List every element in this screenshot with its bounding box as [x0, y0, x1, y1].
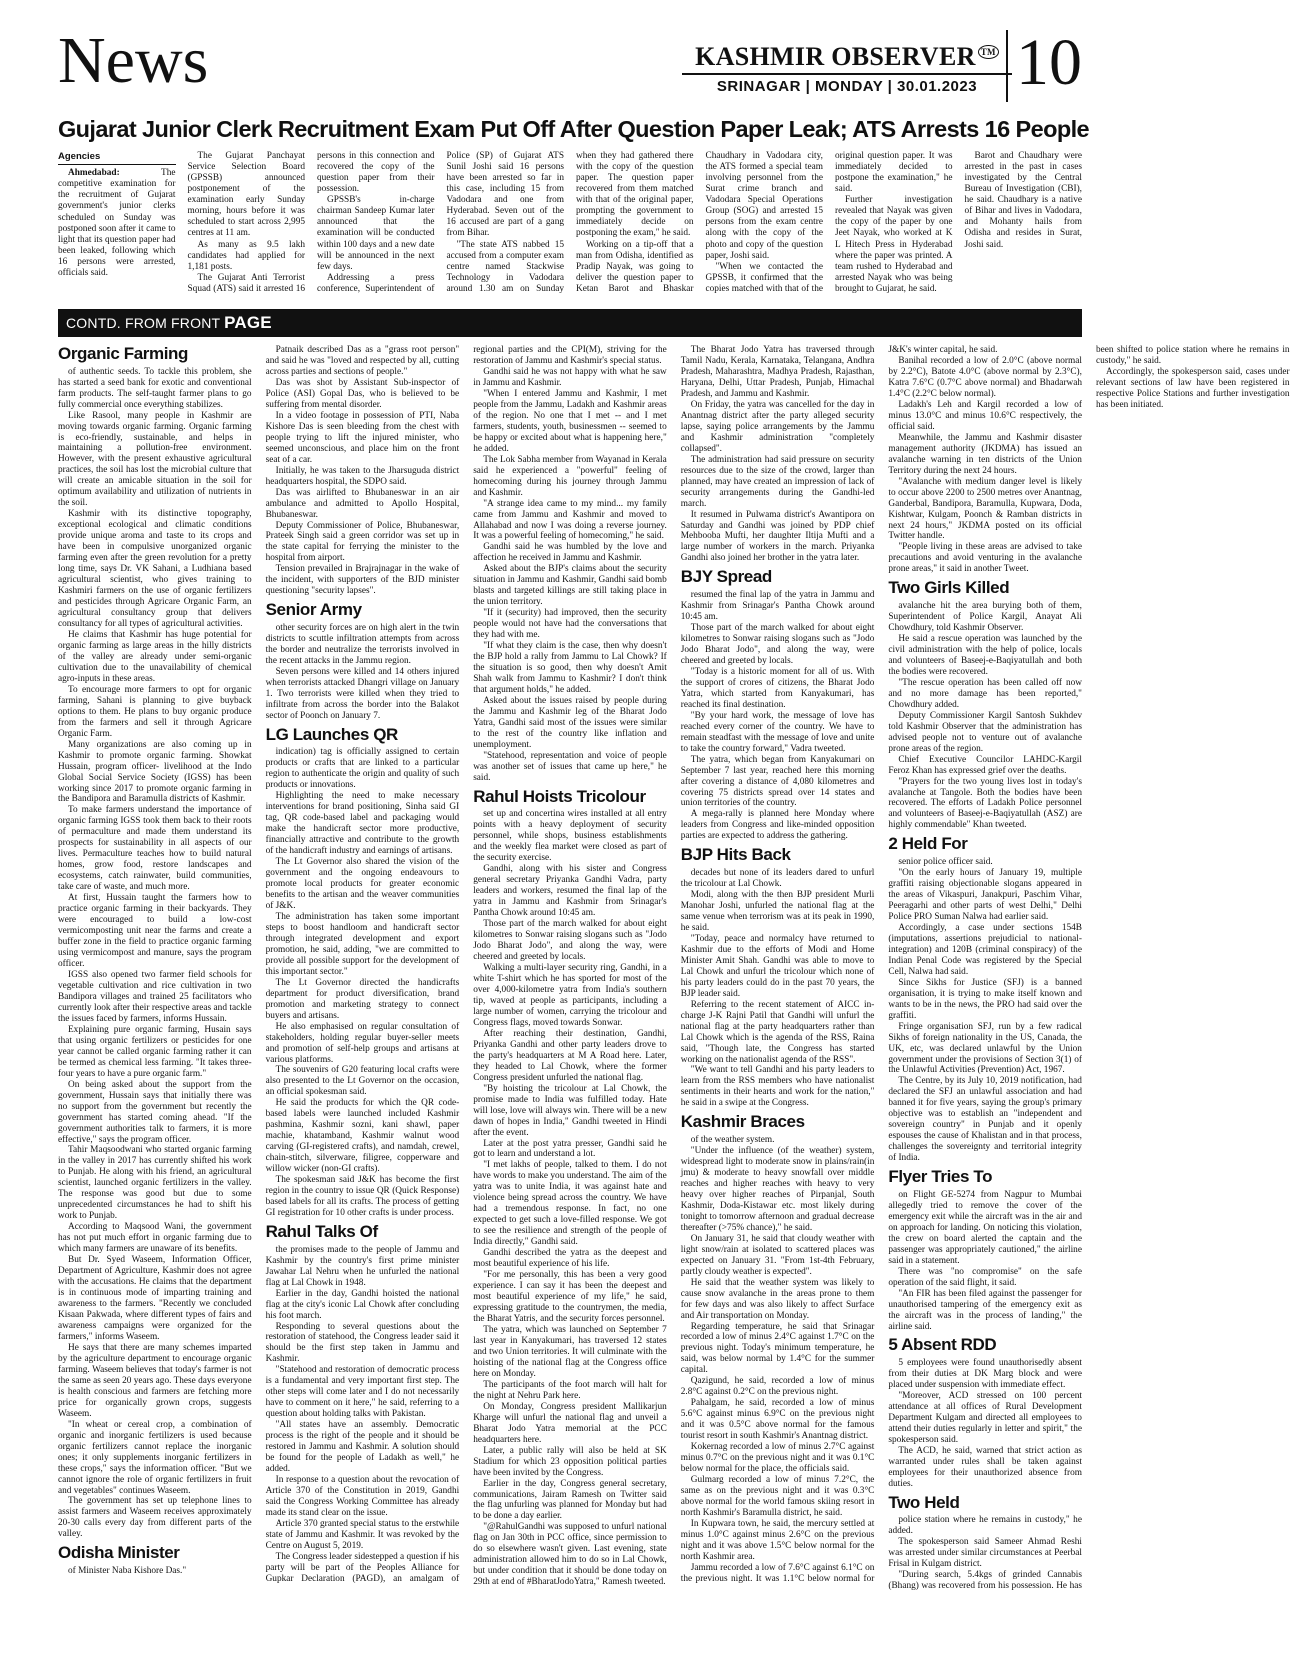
story-heading: Senior Army — [265, 600, 362, 620]
story-paragraph: Many organizations are also coming up in Kashmir to promote organic farming. Showkat Hussain, program officer- livelihood at the Indo Global Social Service Society (IGSS) has been working since 2017 to promote organic farming in the Bandipora and Baramulla districts of Kashmir. — [58, 739, 252, 805]
paper-dateline: SRINAGAR | MONDAY | 30.01.2023 — [716, 78, 978, 95]
story-paragraph: At first, Hussain taught the farmers how to practice organic farming in their backyards. They were encouraged to build a low-cost vermicomposting unit near the farms and create a buffer zone in the field to practice organic farming using vermicompost and manure, says the program officer. — [58, 893, 252, 969]
section-name: News — [58, 24, 209, 97]
story-paragraph: The spokesperson said Sameer Ahmad Reshi was arrested under similar circumstances at Peerbal Frisal in Kulgam district. — [888, 1537, 1082, 1570]
story-heading: Two Held — [888, 1492, 960, 1512]
story-paragraph: "Prayers for the two young lives lost in today's avalanche at Tangole. Both the bodies have been recovered. The efforts of Ladakh Police personnel and volunteers of Baseej-e-Baqiyatullah (ASZ) are highly commendable" Khan tweeted. — [888, 776, 1082, 831]
story-paragraph: Qazigund, he said, recorded a low of minus 2.8°C against 0.2°C on the previous night. — [680, 1376, 875, 1398]
masthead — [58, 24, 1082, 110]
story-heading: 2 Held For — [888, 834, 968, 854]
story-heading: Flyer Tries To — [888, 1167, 993, 1187]
story-paragraph: He says that there are many schemes imparted by the agriculture department to encourage organic farming. Waseem believes that today's farmer is not the same as seen 20 years ago. These days everyone is health conscious and farmers are fetching more price for organically grown crops, suggests Waseem. — [58, 1342, 252, 1419]
story-paragraph: Those part of the march walked for about eight kilometres to Sonwar raising slogans such as "Jodo Jodo Bharat Jodo", and along the way, were cheered and greeted by locals. — [473, 919, 667, 963]
story-heading: BJP Hits Back — [680, 845, 791, 865]
story-paragraph: police station where he remains in custody," he added. — [888, 1515, 1082, 1537]
story-paragraph: Article 370 granted special status to the erstwhile state of Jammu and Kashmir. It was revoked by the Centre on August 5, 2019. — [265, 1518, 460, 1551]
story-paragraph: There was "no compromise" on the safe operation of the said flight, it said. — [888, 1266, 1082, 1288]
story-paragraph: Explaining pure organic farming, Husain says that using organic fertilizers or pesticides for one year cannot be called organic farming rather it can be termed as chemical less farming. "It takes three-four years to have a pure organic farm." — [58, 1024, 252, 1079]
story-paragraph: Deputy Commissioner of Police, Bhubaneswar, Prateek Singh said a green corridor was set up in the state capital for ferrying the minister to the hospital from airport. — [265, 520, 460, 564]
story-paragraph: "For me personally, this has been a very good experience. I can say it has been the deepest and most beautiful experience of my life," he said, expressing gratitude to the countrymen, the media, the Bharat Yatris, and the security forces personnel. — [473, 1270, 667, 1324]
story-paragraph: He said a rescue operation was launched by the civil administration with the help of police, locals and volunteers of Baseej-e-Baqiyatullah and both the bodies were recovered. — [888, 633, 1082, 677]
story-paragraph: Patnaik described Das as a "grass root person" and said he was "loved and respected by all, cutting across parties and sections of people." — [265, 345, 460, 377]
story-paragraph: The souvenirs of G20 featuring local crafts were also presented to the Lt Governor on the occasion, an official spokesman said. — [265, 1065, 460, 1098]
story-paragraph: After reaching their destination, Gandhi, Priyanka Gandhi and other party leaders drove to the party's headquarters at M A Road here. Later, they headed to Lal Chowk, where the former Congress president unfurled the national flag. — [473, 1028, 667, 1083]
story-paragraph: Pahalgam, he said, recorded a low of minus 5.6°C against minus 6.9°C on the previous night and it was 0.5°C above normal for the famous tourist resort in south Kashmir's Anantnag district. — [680, 1398, 875, 1442]
story-paragraph: The participants of the foot march will halt for the night at Nehru Park here. — [473, 1379, 667, 1401]
lead-paragraph: "When we contacted the GPSSB, it confirmed that the copies matched with that of the original question paper. It was immediately decided to postpone the examination," he said. — [705, 151, 953, 294]
story-paragraph: "Moreover, ACD stressed on 100 percent attendance at all offices of Rural Development Department Kulgam and directed all employees to attend their duties regularly in letter and spirit," the spokesperson said. — [888, 1391, 1082, 1445]
contd-prefix: CONTD. FROM FRONT — [66, 315, 221, 331]
continued-stories — [58, 344, 1290, 1595]
story-paragraph: of Minister Naba Kishore Das." — [68, 1566, 187, 1577]
lead-paragraph: Working on a tip-off that a man from Odisha, identified as Pradip Nayak, was going to deliver the question paper to Ketan Barot and Bhaskar Chaudhary in Vadodara city, the ATS formed a special team involving personnel from the Surat crime branch and Vadodara Special Operations Group (SOG) and arrested 15 persons from the exam centre along with the copy of the photo and copy of the question paper, Joshi said. — [576, 151, 823, 294]
story-paragraph: Seven persons were killed and 14 others injured when terrorists attacked Dhangri village on January 1. Two terrorists were killed when they tried to infiltrate from across the border into the Balakot sector of Poonch on January 7. — [265, 666, 460, 721]
story-paragraph: Gulmarg recorded a low of minus 7.2°C, the same as on the previous night and it was 0.3°C above normal for the world famous skiing resort in north Kashmir's Baramulla district, he said. — [680, 1475, 875, 1518]
story-paragraph: resumed the final lap of the yatra in Jammu and Kashmir from Srinagar's Pantha Chowk around 10:45 am. — [680, 590, 875, 622]
story-paragraph: "A strange idea came to my mind... my family came from Jammu and Kashmir and moved to Allahabad and now I was doing a reverse journey. It was a powerful feeling of homecoming," he said. — [473, 498, 667, 542]
story-paragraph: Kokernag recorded a low of minus 2.7°C against minus 0.7°C on the previous night and it was 0.1°C below normal for the place, the officials said. — [680, 1442, 875, 1475]
story-paragraph: Responding to several questions about the restoration of statehood, the Congress leader said it should be the first step taken in Jammu and Kashmir. — [265, 1321, 460, 1365]
story-heading: Organic Farming — [58, 344, 189, 363]
story-paragraph: Walking a multi-layer security ring, Gandhi, in a white T-shirt which he has sported for most of the over 4,000-kilometre yatra from India's southern tip, waved at people as participants, including a large number of women, carrying the tricolour and Congress flags, moved towards Sonwar. — [473, 963, 667, 1028]
story-paragraph: Das was shot by Assistant Sub-inspector of Police (ASI) Gopal Das, who is believed to be suffering from mental disorder. — [265, 377, 460, 410]
story-heading: Two Girls Killed — [888, 578, 1010, 598]
story-paragraph: of authentic seeds. To tackle this problem, she has started a seed bank for exotic and conventional farm products. The self-taught farmer plans to go fully commercial once everything stabilizes. — [58, 366, 252, 410]
continued-from-front-bar — [58, 309, 1082, 337]
story-paragraph: Meanwhile, the Jammu and Kashmir disaster management authority (JKDMA) has issued an avalanche warning in ten districts of the Union Territory during the next 24 hours. — [888, 432, 1082, 476]
story-paragraph: The yatra, which began from Kanyakumari on September 7 last year, reached here this morning after covering a distance of 4,080 kilometres and covering 75 districts spread over 14 states and union territories of the country. — [680, 754, 875, 809]
story-paragraph: Ladakh's Leh and Kargil recorded a low of minus 13.0°C and minus 10.6°C respectively, the official said. — [888, 399, 1082, 432]
story-paragraph: Those part of the march walked for about eight kilometres to Sonwar raising slogans such as "Jodo Jodo Bharat Jodo", and along the way, were cheered and greeted by locals. — [680, 622, 875, 666]
story-paragraph: Earlier in the day, Gandhi hoisted the national flag at the city's iconic Lal Chowk after concluding his foot march. — [265, 1288, 460, 1321]
story-paragraph: the promises made to the people of Jammu and Kashmir by the country's first prime minister Jawahar Lal Nehru when he unfurled the national flag at Lal Chowk in 1948. — [265, 1244, 460, 1288]
story-paragraph: Like Rasool, many people in Kashmir are moving towards organic farming. Organic farming is eco-friendly, sustainable, and helps in maintaining a pollution-free environment. However, with the present exhaustive agricultural practices, the soil has lost the microbial culture that will create an amicable situation in the soil for optimum availability and utilization of nutrients in the soil. — [58, 410, 252, 509]
story-paragraph: The Lt Governor also shared the vision of the government and the ongoing endeavours to promote local products for greater economic benefits to the artisan and the weaver communities of J&K. — [265, 857, 460, 911]
story-paragraph: The Lt Governor directed the handicrafts department for product diversification, brand promotion and marketing strategy to connect buyers and artisans. — [265, 977, 460, 1021]
story-paragraph: Asked about the issues raised by people during the Jammu and Kashmir leg of the Bharat Jodo Yatra, Gandhi said most of the issues were similar to the rest of the country like inflation and unemployment. — [473, 696, 667, 750]
story-paragraph: Later at the post yatra presser, Gandhi said he got to learn and understand a lot. — [473, 1138, 667, 1160]
story-paragraph: "By your hard work, the message of love has reached every corner of the country. We have to remain steadfast with the message of love and unite to take the country forward," Vadra tweeted. — [680, 710, 875, 754]
trademark-icon: TM — [978, 45, 999, 59]
lead-paragraph: Further investigation revealed that Nayak was given the copy of the paper by one Jeet Nayak, who worked at K L Hitech Press in Hyderabad where the paper was printed. A team rushed to Hyderabad and arrested Nayak who was being brought to Gujarat, he said. — [835, 195, 953, 294]
story-paragraph: "An FIR has been filed against the passenger for unauthorised tampering of the emergency exit as the aircraft was in the process of landing," the airline said. — [888, 1288, 1082, 1332]
lead-headline: Gujarat Junior Clerk Recruitment Exam Put Off After Question Paper Leak; ATS Arrests 16 People — [58, 116, 1089, 142]
story-paragraph: indication) tag is officially assigned to certain products or crafts that are linked to a particular region to authenticate the origin and quality of such products or innovations. — [265, 747, 460, 791]
story-paragraph: Gandhi said he was not happy with what he saw in Jammu and Kashmir. — [473, 366, 667, 388]
story-paragraph: "If what they claim is the case, then why doesn't the BJP hold a rally from Jammu to Lal Chowk? If the situation is so good, then why doesn't Amit Shah walk from Jammu to Kashmir? I don't think that argument holds," he added. — [473, 641, 667, 696]
story-paragraph: "I met lakhs of people, talked to them. I do not have words to make you understand. The aim of the yatra was to unite India, it was against hate and violence being spread across the country. We have had a tremendous response. In fact, no one expected to get such a love-filled response. We got to see the resilience and strength of the people of India directly," Gandhi said. — [473, 1160, 667, 1248]
story-paragraph: Tension prevailed in Brajrajnagar in the wake of the incident, with supporters of the BJD minister questioning "security lapses". — [265, 564, 460, 597]
story-paragraph: According to Maqsood Wani, the government has not put much effort in organic farming due to which many farmers are unaware of its benefits. — [58, 1222, 252, 1255]
story-paragraph: on Flight GE-5274 from Nagpur to Mumbai allegedly tried to remove the cover of the emergency exit while the aircraft was in the air and on approach for landing. On noticing this violation, the crew on board alerted the captain and the passenger was appropriately cautioned," the airline said in a statement. — [888, 1189, 1082, 1266]
story-paragraph: Kashmir with its distinctive topography, exceptional ecological and climatic conditions provide unique aroma and taste to its crops and have been in compulsive unorganized organic farming even after the green revolution for a pretty long time, says Dr. VK Sahani, a Ludhiana based agricultural scientist, who gives training to Kashmiri farmers on the use of organic fertilizers and pesticides through Agricare Organic Farm, an agricultural consultancy group that delivers consultancy for all types of agricultural activities. — [58, 509, 252, 629]
story-paragraph: Regarding temperature, he said that Srinagar recorded a low of minus 2.4°C against 1.7°C on the previous night. Today's minimum temperature, he said, was below normal by 1.4°C for the summer capital. — [680, 1321, 875, 1376]
story-heading: Odisha Minister — [58, 1543, 180, 1563]
lead-first-paragraph — [58, 168, 176, 279]
story-paragraph: "On the early hours of January 19, multiple graffiti raising objectionable slogans appeared in the areas of Vikaspuri, Janakpuri, Paschim Vihar, Peeragarhi and other parts of west Delhi," Delhi Police PRO Suman Nalwa had earlier said. — [888, 868, 1082, 922]
paper-nameplate — [682, 42, 1012, 95]
story-paragraph: Since Sikhs for Justice (SFJ) is a banned organisation, it is trying to make itself known and wants to be in the news, the PRO had said over the graffiti. — [888, 977, 1082, 1021]
story-paragraph: IGSS also opened two farmer field schools for vegetable cultivation and rice cultivation in two Bandipora villages and trained 25 facilitators who currently look after their respective areas and tackle the issues faced by farmers, informs Hussain. — [58, 969, 252, 1024]
story-paragraph: Asked about the BJP's claims about the security situation in Jammu and Kashmir, Gandhi said bomb blasts and targeted killings are still taking place in the union territory. — [473, 564, 667, 608]
story-paragraph: set up and concertina wires installed at all entry points with a heavy deployment of security personnel, while shops, business establishments and the weekly flea market were closed as part of the security exercise. — [473, 809, 667, 864]
story-paragraph: Jammu recorded a low of 7.6°C against 6.1°C on the previous night. It was 1.1°C below normal for J&K's winter capital, he said. — [680, 345, 998, 1584]
lead-paragraph: Barot and Chaudhary were arrested in the past in cases investigated by the Central Bureau of Investigation (CBI), he said. Chaudhary is a native of Bihar and lives in Vadodara, and Mohanty hails from Odisha and resides in Surat, Joshi said. — [964, 151, 1082, 250]
newspaper-page — [58, 24, 1290, 1636]
lead-first-text: The competitive examination for the recruitment of Gujarat government's junior clerks scheduled on Sunday was postponed soon after it came to light that its question paper had been leaked, following which 16 persons were arrested, officials said. — [58, 168, 176, 278]
story-paragraph: "During search, 5.4kgs of grinded Cannabis (Bhang) was recovered from his possession. He has been shifted to police station where he remains in custody," he said. — [888, 345, 1290, 1592]
story-paragraph: The Congress leader sidestepped a question if his party will be part of the Peoples Alliance for Gupkar Declaration (PAGD), an amalgam of regional parties and the CPI(M), striving for the restoration of Jammu and Kashmir's special status. — [265, 345, 667, 1584]
story-paragraph: "By hoisting the tricolour at Lal Chowk, the promise made to India was fulfilled today. Hate will lose, love will always win. There will be a new dawn of hopes in India," Gandhi tweeted in Hindi after the event. — [473, 1083, 667, 1138]
story-paragraph: "Today, peace and normalcy have returned to Kashmir due to the efforts of Modi and Home Minister Amit Shah. Gandhi was able to move to Lal Chowk and unfurl the tricolour which none of his party leaders could do in the past 70 years, the BJP leader said. — [680, 933, 875, 999]
story-paragraph: "When I entered Jammu and Kashmir, I met people from the Jammu, Ladakh and Kashmir areas of the region. No one that I met -- and I met farmers, students, youth, businessmen -- seemed to be happy or excited about what is happening here," he added. — [473, 388, 667, 454]
story-paragraph: The spokesman said J&K has become the first region in the country to issue QR (Quick Response) based labels for all its crafts. The process of getting GI registration for 10 other crafts is under process. — [265, 1175, 460, 1219]
story-paragraph: The yatra, which was launched on September 7 last year in Kanyakumari, has traversed 12 states and two Union territories. It will culminate with the hoisting of the national flag at the Congress office here on Monday. — [473, 1324, 667, 1379]
story-paragraph: The ACD, he said, warned that strict action as warranted under rules shall be taken against employees for their unauthorized absence from duties. — [888, 1445, 1082, 1489]
story-heading: LG Launches QR — [265, 724, 398, 744]
lead-paragraph: "The state ATS nabbed 15 accused from a computer exam centre named Stackwise Technology in Vadodara around 1.30 am on Sunday when they had gathered there with the copy of the question paper. The question paper recovered from them matched with that of the original paper, prompting the government to immediately decide on postponing the exam," he said. — [446, 151, 694, 294]
story-paragraph: To make farmers understand the importance of organic farming IGSS took them back to their roots of permaculture and made them understand its prospects for sustainability in all aspects of our lives. Permaculture teaches how to build natural homes, grow food, restore landscapes and ecosystems, catch rainwater, build communities, take care of waste, and much more. — [58, 805, 252, 893]
lead-paragraph: The Gujarat Panchayat Service Selection Board (GPSSB) announced postponement of the examination early Sunday morning, hours before it was scheduled to start across 2,995 centres at 11 am. — [187, 151, 305, 239]
story-paragraph: Chief Executive Councilor LAHDC-Kargil Feroz Khan has expressed grief over the deaths. — [888, 754, 1082, 776]
story-paragraph: "Statehood, representation and voice of people was another set of issues that came up here," he said. — [473, 750, 667, 783]
story-paragraph: "In wheat or cereal crop, a combination of organic and inorganic fertilizers is used because organic fertilizers cannot replace the inorganic ones; it only supplements inorganic fertilizers in these crops," says the information officer. "But we cannot ignore the role of organic fertilizers in fruit and vegetables" continues Waseem. — [58, 1419, 252, 1496]
story-paragraph: On January 31, he said that cloudy weather with light snow/rain at isolated to scattered places was expected on January 31. "From 1st-4th February, partly cloudy weather is expected". — [680, 1233, 875, 1277]
lead-paragraph: GPSSB's in-charge chairman Sandeep Kumar later announced that the examination will be conducted within 100 days and a new date will be announced in the next few days. — [317, 195, 435, 272]
story-paragraph: The administration had said pressure on security resources due to the size of the crowd, larger than planned, may have created an impression of lack of security arrangements during the Gandhi-led march. — [680, 454, 875, 509]
story-paragraph: avalanche hit the area burying both of them, Superintendent of Police Kargil, Anayat Ali Chowdhury, told Kashmir Observer. — [888, 601, 1082, 633]
story-heading: Rahul Talks Of — [265, 1222, 378, 1242]
lead-paragraph: As many as 9.5 lakh candidates had applied for 1,181 posts. — [187, 239, 305, 272]
story-paragraph: Accordingly, a case under sections 154B (imputations, assertions prejudicial to national-integration) and 120B (criminal conspiracy) of the Indian Penal Code was registered by the Special Cell, Nalwa had said. — [888, 922, 1082, 977]
story-paragraph: "All states have an assembly. Democratic process is the right of the people and it should be restored in Jammu and Kashmir. A solution should be found for the people of Ladakh as well," he added. — [265, 1420, 460, 1475]
story-paragraph: Das was airlifted to Bhubaneswar in an air ambulance and admitted to Apollo Hospital, Bhubaneswar. — [265, 487, 460, 520]
story-paragraph: To encourage more farmers to opt for organic farming, Sahani is planning to give buyback options to them. He plans to buy organic produce from the farmers and sell it through Agricare Organic Farm. — [58, 684, 252, 739]
lead-paragraph: Addressing a press conference, Superintendent of Police (SP) of Gujarat ATS Sunil Joshi said 16 persons have been arrested so far in this case, including 15 from Vadodara and one from Hyderabad. Seven out of the 16 accused are part of a gang from Bihar. — [317, 151, 564, 294]
story-heading: Rahul Hoists Tricolour — [473, 786, 646, 806]
story-paragraph: Deputy Commissioner Kargil Santosh Sukhdev told Kashmir Observer that the administration has advised people not to venture out of avalanche prone areas of the region. — [888, 710, 1082, 754]
story-paragraph: Later, a public rally will also be held at SK Stadium for which 23 opposition political parties have been invited by the Congress. — [473, 1445, 667, 1478]
story-paragraph: A mega-rally is planned here Monday where leaders from Congress and like-minded opposition parties are expected to address the gathering. — [680, 809, 875, 842]
page-number: 10 — [1006, 30, 1082, 102]
story-paragraph: It resumed in Pulwama district's Awantipora on Saturday and Gandhi was joined by PDP chief Mehbooba Mufti, her daughter Iltija Mufti and a large number of workers in the march. Priyanka Gandhi also joined her brother in the yatra later. — [680, 509, 875, 564]
story-paragraph: 5 employees were found unauthorisedly absent from their duties at DK Marg block and were placed under suspension with immediate effect. — [888, 1358, 1082, 1391]
story-paragraph: Earlier in the day, Congress general secretary, communications, Jairam Ramesh on Twitter said the flag unfurling was planned for Monday but had to be done a day earlier. — [473, 1478, 667, 1522]
story-paragraph: "The rescue operation has been called off now and no more damage has been reported," Chowdhury added. — [888, 677, 1082, 710]
paper-name-text: KASHMIR OBSERVER — [695, 42, 976, 71]
story-paragraph: Modi, along with the then BJP president Murli Manohar Joshi, unfurled the national flag at the same venue when terrorism was at its peak in 1990, he said. — [680, 889, 875, 933]
story-paragraph: Highlighting the need to make necessary interventions for brand positioning, Sinha said GI tag, QR code-based label and packaging would make the handicraft sector more productive, financially attractive and contribute to the growth of the handicraft industry and earnings of artisans. — [265, 791, 460, 857]
story-paragraph: But Dr. Syed Waseem, Information Officer, Department of Agriculture, Kashmir does not agree with the accusations. He claims that the department is in continuous mode of imparting training and awareness to the farmers. "Recently we concluded Kisaan Pakwada, where different types of fairs and awareness campaigns were organized for the farmers," informs Waseem. — [58, 1255, 252, 1342]
contd-suffix: PAGE — [224, 313, 272, 332]
story-heading: BJY Spread — [680, 567, 772, 587]
story-paragraph: He said that the weather system was likely to cause snow avalanche in the areas prone to them for few days and was also likely to affect Surface and Air transportation on Monday. — [680, 1277, 875, 1321]
story-paragraph: "We want to tell Gandhi and his party leaders to learn from the RSS members who have nationalist sentiments in their hearts and work for the nation," he said in a swipe at the Congress. — [680, 1065, 875, 1109]
story-paragraph: "Today is a historic moment for all of us. With the support of crores of citizens, the Bharat Jodo Yatra, which started from Kanyakumari, has reached its final destination. — [680, 666, 875, 710]
story-paragraph: other security forces are on high alert in the twin districts to scuttle infiltration attempts from across the border and neutralize the terrorists involved in the recent attacks in the Jammu region. — [265, 622, 460, 666]
story-paragraph: Referring to the recent statement of AICC in-charge J-K Rajni Patil that Gandhi will unfurl the national flag at the party headquarters rather than Lal Chowk which is the agenda of the RSS, Raina said, "Though late, the Congress has started working on the nationalist agenda of the RSS". — [680, 999, 875, 1065]
story-paragraph: In a video footage in possession of PTI, Naba Kishore Das is seen bleeding from the chest with people trying to lift the injured minister, who seemed unconscious, and place him on the front seat of a car. — [265, 410, 460, 465]
story-paragraph: Gandhi described the yatra as the deepest and most beautiful experience of his life. — [473, 1248, 667, 1270]
story-paragraph: The government has set up telephone lines to assist farmers and Waseem receives approximately 20-30 calls every day from different parts of the valley. — [58, 1496, 252, 1540]
story-paragraph: On being asked about the support from the government, Hussain says that initially there was no support from the government but recently the government has started coming ahead. "If the government authorities talk to farmers, it is more effective," says the program officer. — [58, 1079, 252, 1145]
story-paragraph: The Bharat Jodo Yatra has traversed through Tamil Nadu, Kerala, Karnataka, Telangana, Andhra Pradesh, Maharashtra, Madhya Pradesh, Rajasthan, Haryana, Delhi, Uttar Pradesh, Punjab, Himachal Pradesh, and Jammu and Kashmir. — [680, 345, 875, 399]
story-paragraph: senior police officer said. — [898, 857, 993, 868]
byline: Agencies — [58, 151, 176, 165]
story-paragraph: Initially, he was taken to the Jharsuguda district headquarters hospital, the SDPO said. — [265, 465, 460, 487]
lead-paragraph: The Gujarat Anti Terrorist Squad (ATS) said it arrested 16 persons in this connection and recovered the copy of the question paper from their possession. — [187, 151, 435, 294]
story-heading: 5 Absent RDD — [888, 1335, 997, 1355]
story-paragraph: "People living in these areas are advised to take precautions and avoid venturing in the avalanche prone areas," it said in another Tweet. — [888, 542, 1082, 575]
story-paragraph: The administration has taken some important steps to boost handloom and handicraft sector through integrated development and export promotion, he said, adding, "we are committed to provide all possible support for the development of this important sector." — [265, 911, 460, 977]
story-paragraph: decades but none of its leaders dared to unfurl the tricolour at Lal Chowk. — [680, 868, 875, 889]
story-paragraph: "Avalanche with medium danger level is likely to occur above 2200 to 2500 metres over Anantnag, Ganderbal, Bandipora, Baramulla, Kupwara, Doda, Kishtwar, Kulgam, Poonch & Ramban districts in next 24 hours," JKDMA posted on its official Twitter handle. — [888, 476, 1082, 542]
story-paragraph: Banihal recorded a low of 2.0°C (above normal by 2.2°C), Batote 4.0°C (above normal by 2.3°C), Katra 7.6°C (0.7°C above normal) and Bhadarwah 1.4°C (2.2°C below normal). — [888, 355, 1082, 399]
story-dateline: Ahmedabad: — [68, 168, 120, 179]
story-paragraph: The Lok Sabha member from Wayanad in Kerala said he experienced a "powerful" feeling of homecoming during his journey through Jammu and Kashmir. — [473, 454, 667, 498]
story-paragraph: Gandhi said he was humbled by the love and affection he received in Jammu and Kashmir. — [473, 542, 667, 564]
story-paragraph: He claims that Kashmir has huge potential for organic farming as large areas in the hilly districts of the valley are already under semi-organic cultivation due to the unavailability of chemical agro-inputs in these areas. — [58, 629, 252, 684]
story-paragraph: The Centre, by its July 10, 2019 notification, had declared the SFJ an unlawful association and had banned it for five years, saying the group's primary objective was to establish an "independent and sovereign country" in Punjab and it openly espouses the cause of Khalistan and in that process, challenges the sovereignty and territorial integrity of India. — [888, 1076, 1082, 1164]
story-paragraph: "Under the influence (of the weather) system, widespread light to moderate snow in plains/rain(in jmu) & moderate to heavy snowfall over middle reaches and higher reaches with heavy to very heavy over higher reaches of Pirpanjal, South Kashmir, Doda-Kistawar etc. most likely during tonight to tomorrow afternoon and gradual decrease thereafter (>75% chance)," he said. — [680, 1146, 875, 1233]
story-paragraph: "Statehood and restoration of democratic process is a fundamental and very important first step. The other steps will come later and I do not necessarily have to comment on it here," he said, referring to a question about holding talks with Pakistan. — [265, 1365, 460, 1420]
story-paragraph: On Monday, Congress president Mallikarjun Kharge will unfurl the national flag and unveil a Bharat Jodo Yatra memorial at the PCC headquarters here. — [473, 1401, 667, 1445]
story-paragraph: Fringe organisation SFJ, run by a few radical Sikhs of foreign nationality in the US, Canada, the UK, etc, was declared unlawful by the Union government under the provisions of Section 3(1) of the Unlawful Activities (Prevention) Act, 1967. — [888, 1021, 1082, 1076]
story-paragraph: Accordingly, the spokesperson said, cases under relevant sections of law have been registered in respective Police Stations and further investigation has been initiated. — [1095, 366, 1290, 410]
lead-story-body — [58, 151, 1082, 295]
story-paragraph: On Friday, the yatra was cancelled for the day in Anantnag district after the party alleged security lapse, saying police arrangements by the Jammu and Kashmir administration "completely collapsed". — [680, 399, 875, 454]
story-paragraph: He also emphasised on regular consultation of stakeholders, holding regular buyer-seller meets and promotion of self-help groups and artisans at various platforms. — [265, 1021, 460, 1065]
story-paragraph: Tahir Maqsoodwani who started organic farming in the valley in 2017 has currently shifted his work to Punjab. He along with his friend, an agricultural scientist, launched organic fertilizers in the valley. The response was good but due to some unprecedented circumstances he had to shift his work to Punjab. — [58, 1145, 252, 1222]
story-paragraph: In response to a question about the revocation of Article 370 of the Constitution in 2019, Gandhi said the Congress Working Committee has already made its stand clear on the issue. — [265, 1475, 460, 1518]
story-paragraph: In Kupwara town, he said, the mercury settled at minus 1.0°C against minus 2.6°C on the previous night and it was above 1.5°C below normal for the north Kashmir area. — [680, 1518, 875, 1562]
story-paragraph: "If it (security) had improved, then the security people would not have had the conversations that they had with me. — [473, 608, 667, 641]
story-paragraph: Gandhi, along with his sister and Congress general secretary Priyanka Gandhi Vadra, party leaders and workers, resumed the final lap of the yatra in Jammu and Kashmir from Srinagar's Pantha Chowk around 10:45 am. — [473, 864, 667, 919]
paper-name — [682, 42, 1012, 75]
story-paragraph: of the weather system. — [690, 1135, 775, 1146]
story-heading: Kashmir Braces — [680, 1112, 805, 1132]
story-paragraph: He said the products for which the QR code-based labels were launched included Kashmir pashmina, Kashmir sozni, kani shawl, paper machie, khatamband, Kashmir walnut wood carving (GI-registered crafts), and namdah, crewel, chain-stitch, silverware, filigree, copperware and willow wicker (non-GI crafts). — [265, 1098, 460, 1175]
story-paragraph: "@RahulGandhi was supposed to unfurl national flag on Jan 30th in PCC office, since permission to do so elsewhere wasn't given. Last evening, state administration allowed him to do so in Lal Chowk, but under condition that it should be done today on 29th at end of #BharatJodoYatra," Ramesh tweeted. — [473, 1522, 667, 1588]
